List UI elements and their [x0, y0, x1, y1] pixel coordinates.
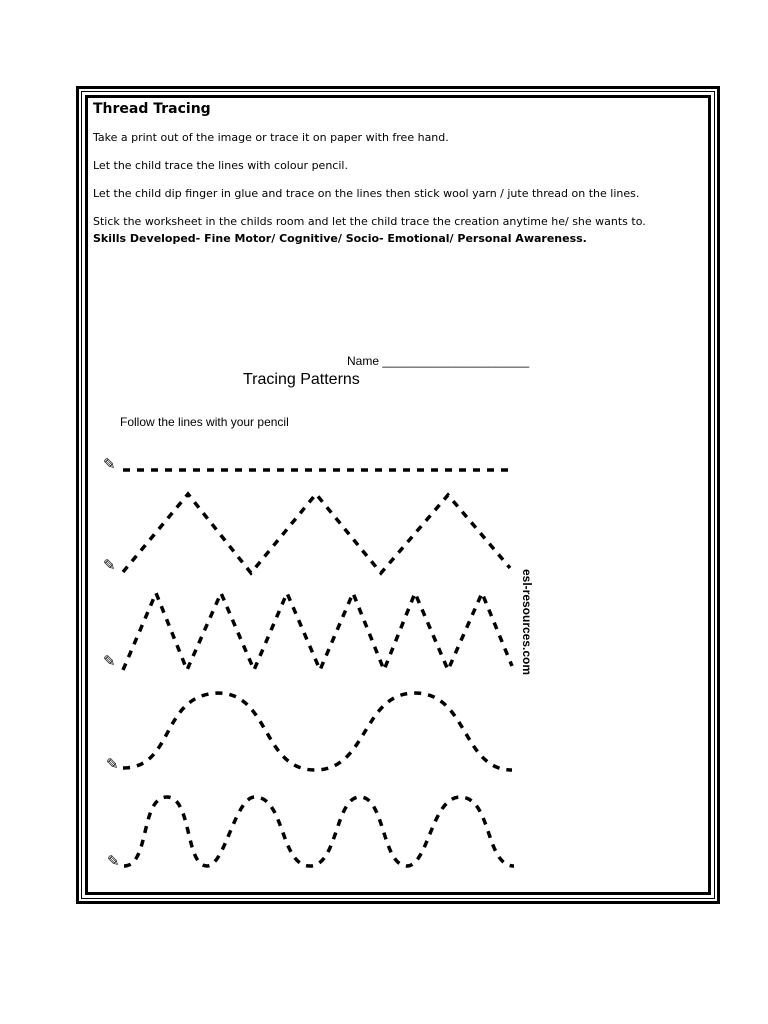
trace-line-wide-wave — [123, 693, 512, 770]
pencil-icon: ✎ — [103, 455, 116, 473]
trace-line-narrow-zigzag — [123, 593, 512, 670]
trace-line-wide-zigzag — [123, 494, 510, 573]
instruction-4: Stick the worksheet in the childs room and let the child trace the creation anytime he/ she wants to. — [93, 215, 646, 228]
document-title: Thread Tracing — [93, 101, 211, 117]
pencil-icon: ✎ — [106, 755, 119, 773]
worksheet-instruction: Follow the lines with your pencil — [120, 415, 289, 429]
pencil-icon: ✎ — [103, 556, 116, 574]
worksheet-title: Tracing Patterns — [243, 371, 360, 388]
instruction-2: Let the child trace the lines with colour pencil. — [93, 159, 348, 172]
watermark: esl-resources.com — [520, 568, 534, 676]
pencil-icon: ✎ — [107, 852, 120, 870]
skills-developed: Skills Developed- Fine Motor/ Cognitive/ Socio- Emotional/ Personal Awareness. — [93, 232, 587, 245]
instruction-3: Let the child dip finger in glue and trace on the lines then stick wool yarn / jute thread on the lines. — [93, 187, 640, 200]
instruction-1: Take a print out of the image or trace it on paper with free hand. — [93, 131, 449, 144]
name-field-label: Name ______________________ — [347, 354, 530, 368]
trace-line-narrow-wave — [124, 797, 514, 866]
pencil-icon: ✎ — [103, 652, 116, 670]
